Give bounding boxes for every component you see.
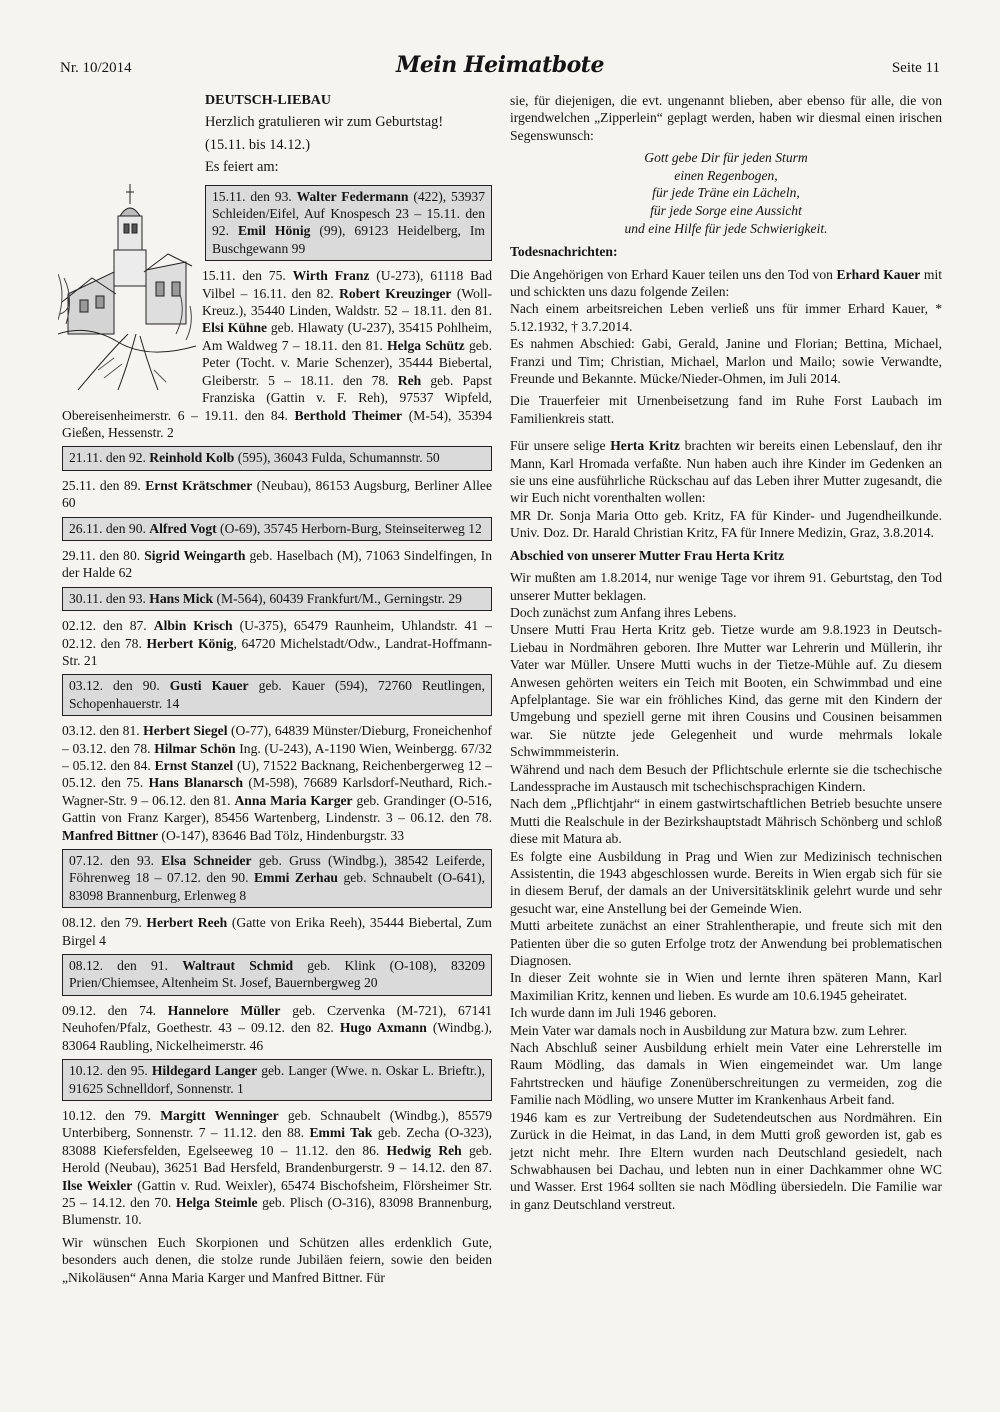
death-notices-heading: Todesnachrichten: xyxy=(510,244,618,260)
section-title: DEUTSCH-LIEBAU xyxy=(205,93,332,108)
poem-line: für jede Träne ein Lächeln, xyxy=(652,185,800,201)
kritz-intro: Für unsere selige Herta Kritz brachten wir bereits einen Lebenslauf, den ihr Mann, Karl Hromada verfaßte. Nun haben auch ihre Kinder im Gedenken an sie uns eine ausführliche Rückschau auf das Leben ihrer Mutter zugesandt, die wir Euch nicht vorenthalten wollen: MR Dr. Sonja Maria Otto geb. Kritz, FA für Kinder- und Jugendheilkunde. Univ. Doz. Dr. Harald Christian Kritz, FA für Innere Medizin, Graz, 3.8.2014. xyxy=(510,438,943,541)
poem-line: Gott gebe Dir für jeden Sturm xyxy=(644,150,808,166)
birthday-entry-wenninger-group: 10.12. den 79. Margitt Wenninger geb. Schnaubelt (Windbg.), 85579 Unterbiberg, Sonnenstr. 7 – 11.12. den 88. Emmi Tak geb. Zecha (O-323), 83088 Kiefersfelden, Egelseeweg 10 – 11.12. den 86. Hedwig Reh geb. Herold (Neubau), 36251 Bad Hersfeld, Brandenburgerstr. 9 – 14.12. den 87. Ilse Weixler (Gattin v. Rud. Weixler), 65474 Bischofsheim, Flörsheimer Str. 25 – 14.12. den 70. Helga Steimle geb. Plisch (O-316), 83098 Brannenburg, Blumenstr. 10. xyxy=(62,1107,492,1228)
birthday-box-federmann-hoenig: 15.11. den 93. Walter Federmann (422), 53937 Schleiden/Eifel, Auf Knospesch 23 – 15.11. den 92. Emil Hönig (99), 69123 Heidelberg, Im Buschgewann 99 xyxy=(205,185,492,262)
birthday-entry-mueller-axmann: 09.12. den 74. Hannelore Müller geb. Czervenka (M-721), 67141 Neuhofen/Pfalz, Goethestr. 43 – 09.12. den 82. Hugo Axmann (Windbg.), 83064 Raubling, Nickelheimerstr. 46 xyxy=(62,1002,492,1053)
funeral-info: Die Trauerfeier mit Urnenbeisetzung fand im Ruhe Forst Laubach im Familienkreis statt. xyxy=(510,393,942,426)
right-column xyxy=(510,92,942,1218)
left-column xyxy=(62,92,492,1291)
birthday-box-mick: 30.11. den 93. Hans Mick (M-564), 60439 Frankfurt/M., Gerningstr. 29 xyxy=(62,587,492,611)
farewell-heading: Abschied von unserer Mutter Frau Herta Kritz xyxy=(510,547,785,563)
page-number: Seite 11 xyxy=(891,60,940,76)
intro-blessing-text: sie, für diejenigen, die evt. ungenannt blieben, aber ebenso für alle, die von irgendwelchen „Zipperlein“ geplagt werden, haben wir diesmal einen irischen Segenswunsch: xyxy=(510,93,942,143)
death-notice-kauer: Die Angehörigen von Erhard Kauer teilen uns den Tod von Erhard Kauer mit und schickten uns dazu folgende Zeilen: Nach einem arbeitsreichen Leben verließ uns für immer Erhard Kauer, * 5.12.1932, † 3.7.2014. Es nahmen Abschied: Gabi, Gerald, Janine und Florian; Bettina, Michael, Franzi und Tim; Christian, Michael, Marlon und Mailo; sowie Verwandte, Freunde und Bekannte. Mücke/Nieder-Ohmen, im Juli 2014. xyxy=(510,266,942,387)
page-header xyxy=(60,52,940,78)
birthday-box-kolb: 21.11. den 92. Reinhold Kolb (595), 36043 Fulda, Schumannstr. 50 xyxy=(62,446,492,470)
section-header xyxy=(205,92,492,177)
birthday-entry-siegel-group: 03.12. den 81. Herbert Siegel (O-77), 64839 Münster/Dieburg, Froneichenhof – 03.12. den 78. Hilmar Schön Ing. (U-243), A-1190 Wien, Weinbergg. 67/32 – 05.12. den 84. Ernst Stanzel (U), 71522 Backnang, Reichenbergerweg 12 – 05.12. den 75. Hans Blanarsch (M-598), 76689 Karlsdorf-Neuthard, Rich.-Wagner-Str. 9 – 06.12. den 81. Anna Maria Karger geb. Grandinger (O-516, Gattin von Franz Karger), 85456 Wartenberg, Lindenstr. 3 – 06.12. den 78. Manfred Bittner (O-147), 83646 Bad Tölz, Hindenburgstr. 33 xyxy=(62,723,493,843)
birthday-box-langer: 10.12. den 95. Hildegard Langer geb. Langer (Wwe. n. Oskar L. Brieftr.), 91625 Schnelldorf, Sonnenstr. 1 xyxy=(62,1059,492,1101)
birthday-entry-wirth-kreuzinger: 15.11. den 75. Wirth Franz (U-273), 61118 Bad Vilbel – 16.11. den 82. Robert Kreuzinger (Woll-Kreuz.), 35440 Linden, Waldstr. 52 – 18.11. den 81. Elsi Kühne geb. Hlawaty (U-237), 35415 Pohlheim, Am Waldweg 7 – 18.11. den 81. Helga Schütz geb. Peter (Tocht. v. Marie Schenzer), 35444 Biebertal, Gleiberstr. 5 – 18.11. den 78. Reh geb. Papst Franziska (Gattin v. F. Reh), 97537 Wipfeld, Obereisenheimerstr. 6 – 19.11. den 84. Berthold Theimer (M-54), 35394 Gießen, Hessenstr. 2 xyxy=(62,268,493,440)
issue-number: Nr. 10/2014 xyxy=(60,60,132,76)
birthday-entry-krisch-koenig: 02.12. den 87. Albin Krisch (U-375), 65479 Raunheim, Uhlandstr. 41 – 02.12. den 78. Herbert König, 64720 Michelstadt/Odw., Landrat-Hoffmann-Str. 21 xyxy=(62,618,492,668)
birthday-entry-kraetschmer: 25.11. den 89. Ernst Krätschmer (Neubau), 86153 Augsburg, Berliner Allee 60 xyxy=(62,477,492,511)
birthday-entry-weingarth: 29.11. den 80. Sigrid Weingarth geb. Haselbach (M), 71063 Sindelfingen, In der Halde 62 xyxy=(62,547,492,581)
farewell-text-1: Wir mußten am 1.8.2014, nur wenige Tage vor ihrem 91. Geburtstag, den Tod unserer Mutter beklagen. Doch zunächst zum Anfang ihres Lebens. Unsere Mutti Frau Herta Kritz geb. Tietze wurde am 9.8.1923 in Deutsch-Liebau in Nordmähren geboren. Ihre Mutter war Lehrerin und Müllerin, ihr Vater war Müller. Unsere Mutti wuchs in der Tietze-Mühle auf. Zu diesem Anwesen gehörten weiters ein Teich mit Booten, ein Schwimmbad und eine Apfelplantage. Sie war ein fröhliches Kind, das gerne mit den Kindern der Umgebung und speziell gerne mit ihren Cousins und Cousinen beisammen war. Sie nützte jede Gelegenheit und wurde mehrmals lokale Schwimmmeisterin. Während und nach dem Besuch der Pflichtschule erlernte sie die tschechische Landessprache im Austausch mit tschechischsprachigen Kindern. Nach dem „Pflichtjahr“ in einem gastwirtschaftlichen Betrieb besuchte unsere Mutti die Realschule in der Bezirkshauptstadt Mährisch Schönberg und schloß diese mit Matura ab. Es folgte eine Ausbildung in Prag und Wien zur Medizinisch technischen Assistentin, die 1943 abgeschlossen wurde. Bereits in Wien ergab sich für sie in diesem Beruf, der damals an der Universitätsklinik gelehrt wurde und sehr gesucht war, eine Anstellung bei der Gemeinde Wien. Mutti arbeitete zunächst an einer Strahlentherapie, und freute sich mit den Patienten über die so guten Erfolge trotz der Anwendung bei problematischen Diagnosen. In dieser Zeit wohnte sie in Wien und lernte ihren späteren Mann, Karl Maximilian Kritz, kennen und lieben. Es wurde am 10.6.1945 geheiratet. Ich wurde dann im Juli 1946 geboren. Mein Vater war damals noch in Ausbildung zur Matura bzw. zum Lehrer. Nach Abschluß seiner Ausbildung erhielt mein Vater eine Lehrerstelle im Raum Mödling, das damals in Wien eingemeindet war. Um lange Fahrtstrecken und häufige Zonenüberschreitungen zu vermeiden, zog die Familie nach Mödling, wo unsere Mutter im Krankenhaus Arbeit fand. 1946 kam es zur Vertreibung der Sudetendeutschen aus Nordmähren. Ein Zurück in die Heimat, in das Land, in dem Mutti groß geworden ist, gab es jetzt nicht mehr. Ihre Eltern wurden nach Deutschland gesiedelt, nach Schwabhausen bei Dachau, und lebten nun in einer Dachkammer ohne WC und Wasser. Erst 1964 sollten sie nach Mödling übersiedeln. Die Familie war in ganz Deutschland verstreut. xyxy=(510,570,942,1212)
church-village-illustration xyxy=(58,174,196,390)
birthday-box-vogt: 26.11. den 90. Alfred Vogt (O-69), 35745 Herborn-Burg, Steinseiterweg 12 xyxy=(62,517,492,541)
birthday-entry-reeh: 08.12. den 79. Herbert Reeh (Gatte von Erika Reeh), 35444 Biebertal, Zum Birgel 4 xyxy=(62,915,492,948)
poem-line: für jede Sorge eine Aussicht xyxy=(650,203,802,218)
closing-wishes: Wir wünschen Euch Skorpionen und Schützen alles erdenklich Gute, besonders auch denen, die stolze runde Jubiläen feiern, sowie den beiden „Nikoläusen“ Anna Maria Karger und Manfred Bittner. Für xyxy=(62,1234,492,1285)
irish-blessing-poem xyxy=(510,149,942,237)
birthday-box-schmid: 08.12. den 91. Waltraut Schmid geb. Klink (O-108), 83209 Prien/Chiemsee, Altenheim St. Josef, Bauernbergweg 20 xyxy=(62,954,492,996)
poem-line: einen Regenbogen, xyxy=(674,167,778,183)
greeting-text: Herzlich gratulieren wir zum Geburtstag! xyxy=(205,114,444,131)
birthday-box-kauer: 03.12. den 90. Gusti Kauer geb. Kauer (594), 72760 Reutlingen, Schopenhauerstr. 14 xyxy=(62,674,492,716)
poem-line: und eine Hilfe für jede Schwierigkeit. xyxy=(624,220,828,236)
masthead-title: Mein Heimatbote xyxy=(396,52,604,78)
date-range: (15.11. bis 14.12.) xyxy=(205,136,310,153)
celebrates-label: Es feiert am: xyxy=(205,159,279,176)
birthday-box-schneider-zerhau: 07.12. den 93. Elsa Schneider geb. Gruss (Windbg.), 38542 Leiferde, Föhrenweg 18 – 07.12. den 90. Emmi Zerhau geb. Schnaubelt (O-641), 83098 Brannenburg, Erlenweg 8 xyxy=(62,849,492,908)
